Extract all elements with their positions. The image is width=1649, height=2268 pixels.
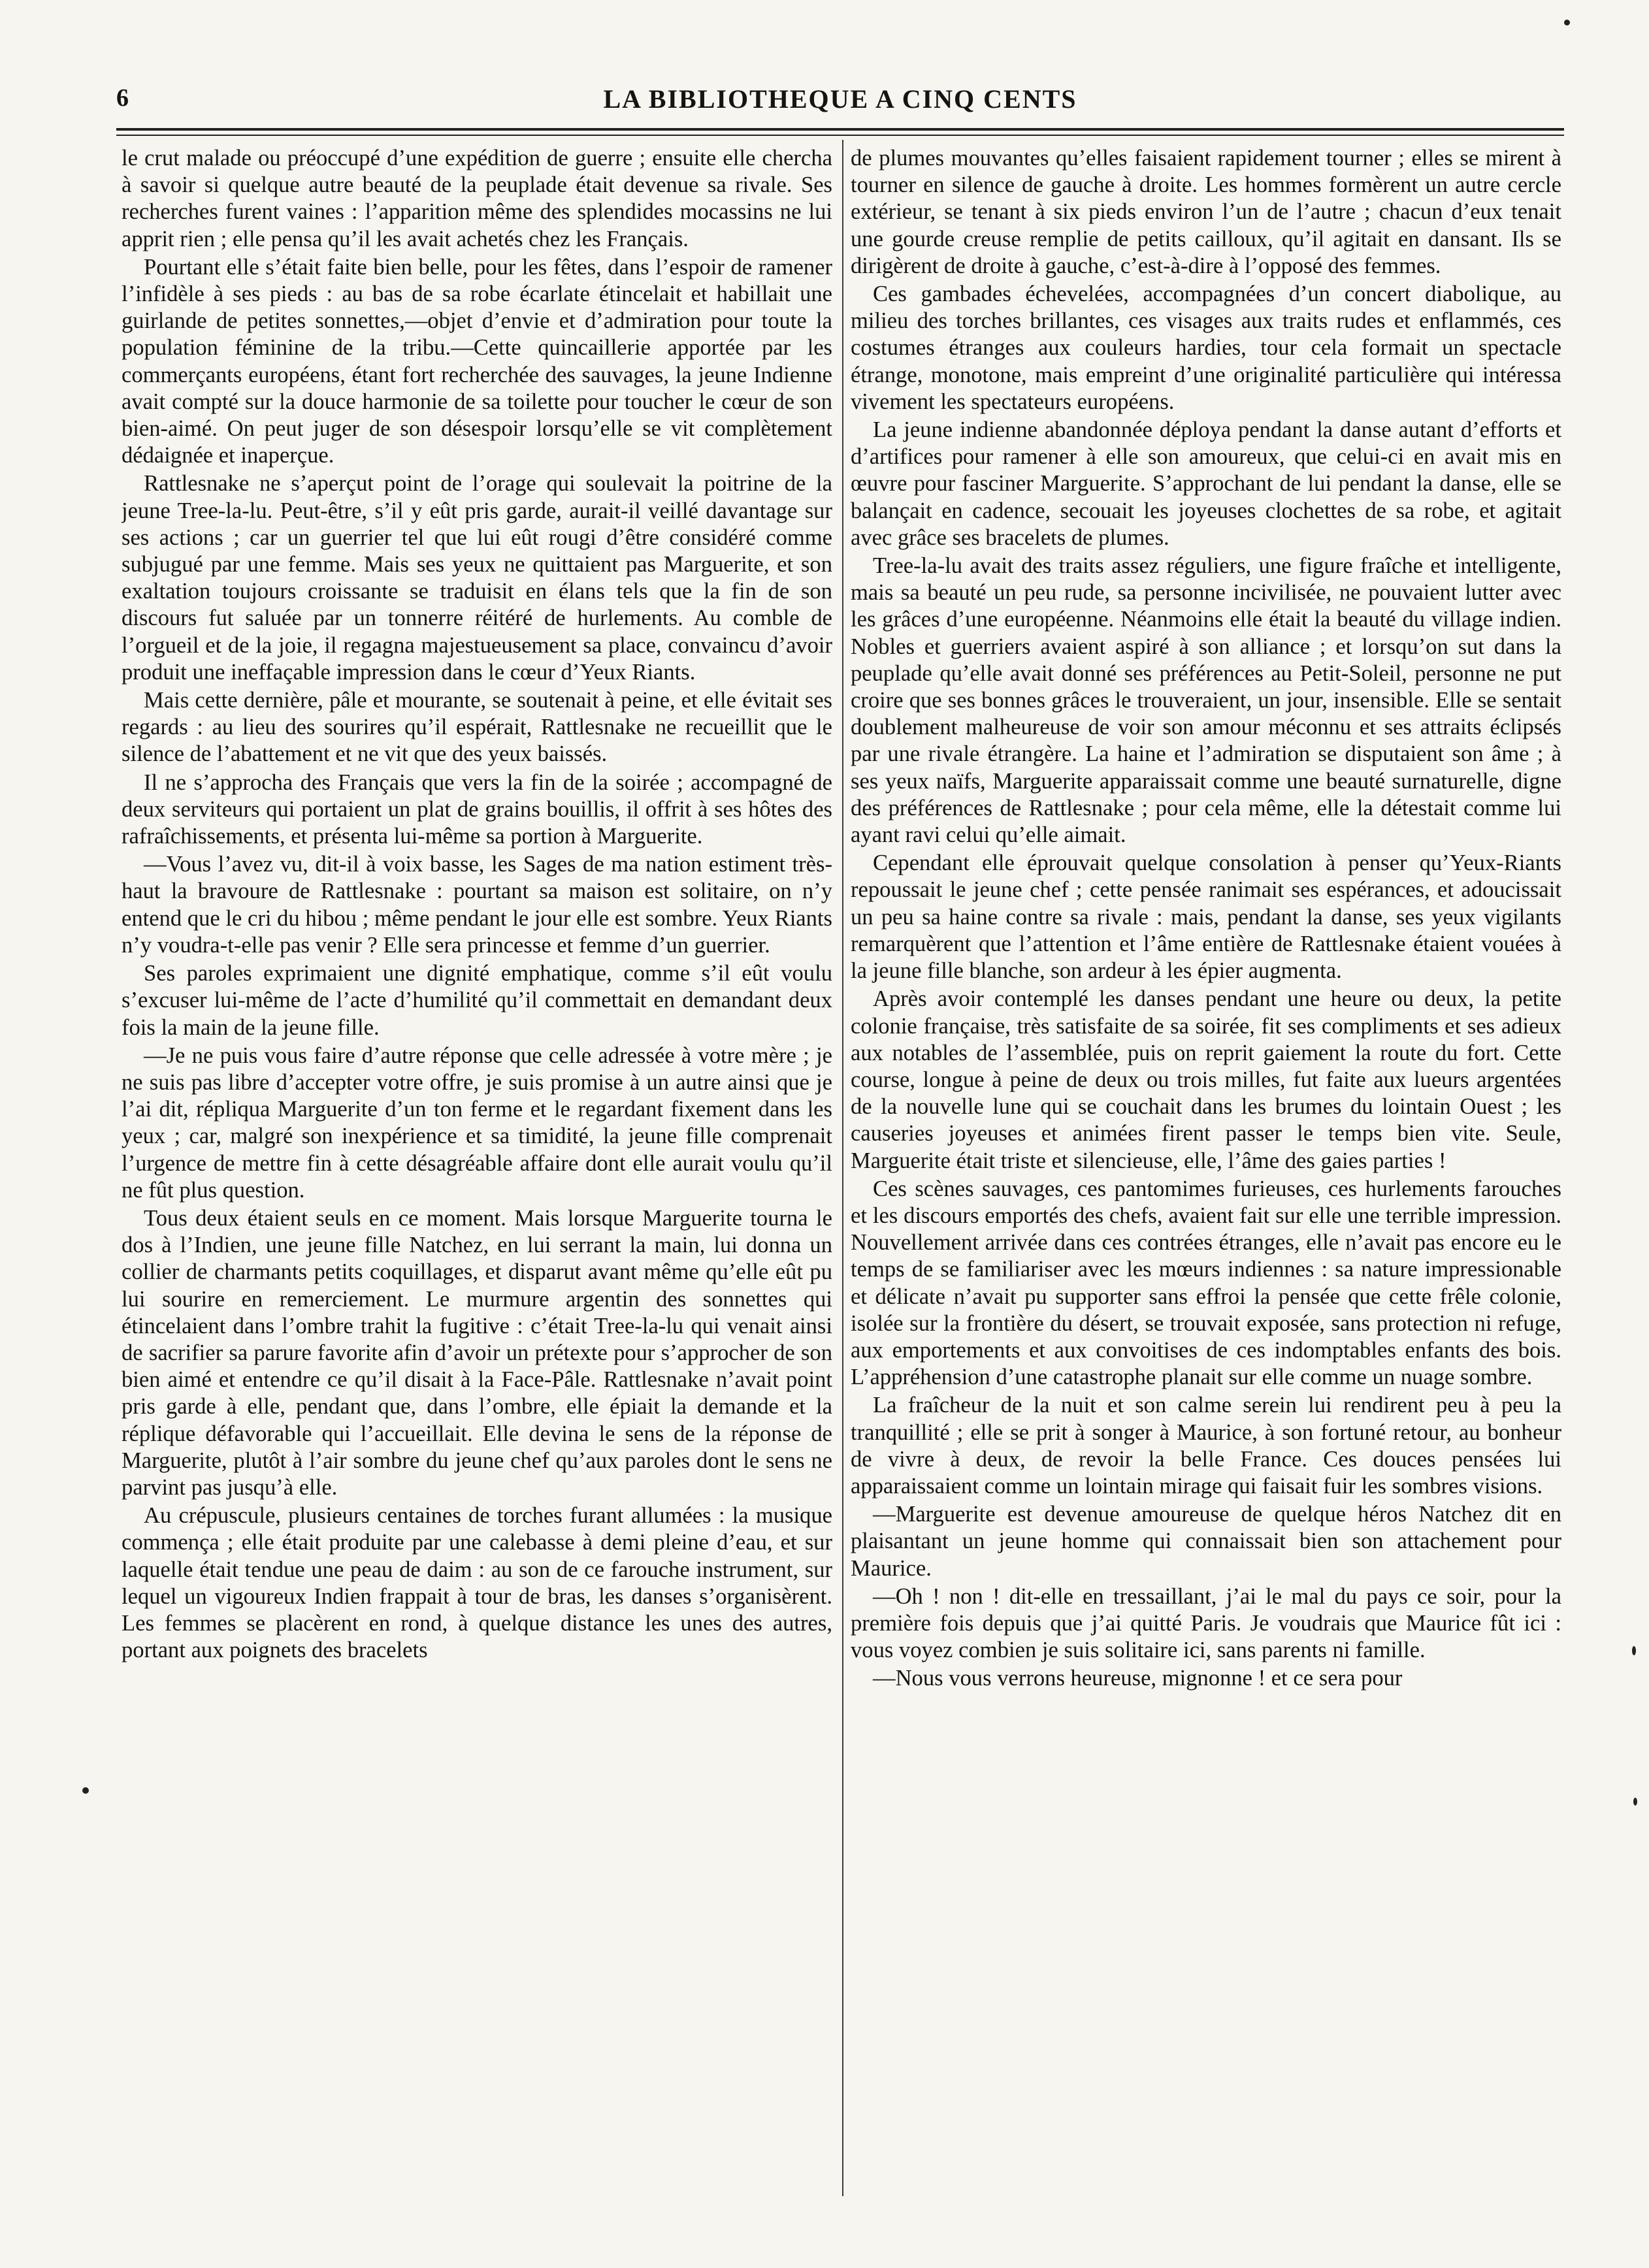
paragraph: de plumes mouvantes qu’elles faisaient rapidement tourner ; elles se mirent à tourner en silence de gauche à droite. Les hommes formèrent un autre cercle extérieur, se tenant à six pieds environ l’un de l’autre ; chacun d’eux tenait une gourde creuse remplie de petits cailloux, qu’il agitait en dansant. Ils se dirigèrent de droite à gauche, c’est-à-dire à l’opposé des femmes. bbox=[851, 146, 1561, 278]
paragraph: Rattlesnake ne s’aperçut point de l’orage qui soulevait la poitrine de la jeune Tree-la-lu. Peut-être, s’il y eût pris garde, aurait-il veillé davantage sur ses actions ; car un guerrier tel que lui eût rougi d’être considéré comme subjugué par une femme. Mais ses yeux ne quittaient pas Marguerite, et son exaltation toujours croissante se traduisit en élans tels que la fin de son discours fut saluée par un tonnerre réitéré de hurlements. Au comble de l’orgueil et de la joie, il regagna majestueusement sa place, convaincu d’avoir produit une ineffaçable impression dans le cœur d’Yeux Riants. bbox=[122, 471, 832, 685]
left-column bbox=[122, 145, 832, 2203]
ink-speck bbox=[82, 1787, 89, 1794]
paragraph: —Vous l’avez vu, dit-il à voix basse, les Sages de ma nation estiment très-haut la bravoure de Rattlesnake : pourtant sa maison est solitaire, on n’y entend que le cri du hibou ; même pendant le jour elle est sombre. Yeux Riants n’y voudra-t-elle pas venir ? Elle sera princesse et femme d’un guerrier. bbox=[122, 852, 832, 958]
paragraph: Cependant elle éprouvait quelque consolation à penser qu’Yeux-Riants repoussait le jeune chef ; cette pensée ranimait ses espérances, et adoucissait un peu sa haine contre sa rivale : mais, pendant la danse, ses yeux vigilants remarquèrent que l’attention et l’âme entière de Rattlesnake étaient vouées à la jeune fille blanche, son ardeur à les épier augmenta. bbox=[851, 850, 1561, 984]
paragraph: Il ne s’approcha des Français que vers la fin de la soirée ; accompagné de deux serviteurs qui portaient un plat de grains bouillis, il offrit à ses hôtes des rafraîchissements, et présenta lui-même sa portion à Marguerite. bbox=[122, 770, 832, 849]
paragraph: Ces gambades échevelées, accompagnées d’un concert diabolique, au milieu des torches brillantes, ces visages aux traits rudes et enflammés, ces costumes étranges aux couleurs hardies, tour cela formait un spectacle étrange, monotone, mais empreint d’une originalité particulière qui intéressa vivement les spectateurs européens. bbox=[851, 282, 1561, 414]
paragraph: Ces scènes sauvages, ces pantomimes furieuses, ces hurlements farouches et les discours emportés des chefs, avaient fait sur elle une terrible impression. Nouvellement arrivée dans ces contrées étranges, elle n’avait pas encore eu le temps de se familiariser avec les mœurs indiennes : sa nature impressionable et délicate n’avait pu supporter sans effroi la pensée que cette frêle colonie, isolée sur la frontière du désert, se trouvait exposée, sans protection ni refuge, aux emportements et aux convoitises de ces indomptables enfants des bois. L’appréhension d’une catastrophe planait sur elle comme un nuage sombre. bbox=[851, 1176, 1561, 1390]
paragraph: Après avoir contemplé les danses pendant une heure ou deux, la petite colonie française, très satisfaite de sa soirée, fit ses compliments et ses adieux aux notables de l’assemblée, puis on reprit gaiement la route du fort. Cette course, longue à peine de deux ou trois milles, fut faite aux lueurs argentées de la nouvelle lune qui se couchait dans les brumes du lointain Ouest ; les causeries joyeuses et animées firent passer le temps bien vite. Seule, Marguerite était triste et silencieuse, elle, l’âme des gaies parties ! bbox=[851, 986, 1561, 1173]
paragraph: La fraîcheur de la nuit et son calme serein lui rendirent peu à peu la tranquillité ; elle se prit à songer à Maurice, à son fortuné retour, au bonheur de vivre à deux, de revoir la belle France. Ces douces pensées lui apparaissaient comme un lointain mirage qui faisait fuir les sombres visions. bbox=[851, 1393, 1561, 1498]
ink-speck bbox=[1633, 1798, 1637, 1806]
paragraph: Ses paroles exprimaient une dignité emphatique, comme s’il eût voulu s’excuser lui-même de l’acte d’humilité qu’il commettait en demandant deux fois la main de la jeune fille. bbox=[122, 961, 832, 1040]
header-rule-thin bbox=[116, 135, 1564, 136]
paragraph: —Je ne puis vous faire d’autre réponse que celle adressée à votre mère ; je ne suis pas libre d’accepter votre offre, je suis promise à un autre ainsi que je l’ai dit, répliqua Marguerite d’un ton ferme et le regardant fixement dans les yeux ; car, malgré son inexpérience et sa timidité, la jeune fille comprenait l’urgence de mettre fin à cette désagréable affaire dont elle aurait voulu qu’il ne fût plus question. bbox=[122, 1043, 832, 1203]
paragraph: —Nous vous verrons heureuse, mignonne ! et ce sera pour bbox=[873, 1666, 1403, 1691]
column-divider bbox=[842, 140, 843, 2196]
ink-speck bbox=[1632, 1646, 1636, 1655]
page-number: 6 bbox=[116, 84, 129, 112]
right-column bbox=[851, 145, 1561, 2203]
paragraph: Tous deux étaient seuls en ce moment. Mais lorsque Marguerite tourna le dos à l’Indien, une jeune fille Natchez, en lui serrant la main, lui donna un collier de charmants petits coquillages, et disparut avant même qu’elle eût pu lui sourire en remerciement. Le murmure argentin des sonnettes qui étincelaient dans l’ombre trahit la fugitive : c’était Tree-la-lu qui venait ainsi de sacrifier sa parure favorite afin d’avoir un prétexte pour s’approcher de son bien aimé et entendre ce qu’il disait à la Face-Pâle. Rattlesnake n’avait point pris garde à elle, pendant que, dans l’ombre, elle épiait la demande et la réplique défavorable qui l’accueillait. Elle devina le sens de la réponse de Marguerite, plutôt à l’air sombre du jeune chef qu’aux paroles dont le sens ne parvint pas jusqu’à elle. bbox=[122, 1205, 832, 1500]
paragraph: Mais cette dernière, pâle et mourante, se soutenait à peine, et elle évitait ses regards : au lieu des sourires qu’il espérait, Rattlesnake ne recueillit que le silence de l’abattement et ne vit que des yeux baissés. bbox=[122, 688, 832, 767]
paragraph: —Marguerite est devenue amoureuse de quelque héros Natchez dit en plaisantant un jeune homme qui connaissait bien son attachement pour Maurice. bbox=[851, 1502, 1561, 1581]
paragraph: le crut malade ou préoccupé d’une expédition de guerre ; ensuite elle chercha à savoir si quelque autre beauté de la peuplade était devenue sa rivale. Ses recherches furent vaines : l’apparition même des splendides mocassins ne lui apprit rien ; elle pensa qu’il les avait achetés chez les Français. bbox=[122, 146, 832, 251]
running-title: LA BIBLIOTHEQUE A CINQ CENTS bbox=[603, 84, 1077, 114]
page-header bbox=[116, 84, 1564, 125]
paragraph: Tree-la-lu avait des traits assez réguliers, une figure fraîche et intelligente, mais sa beauté un peu rude, sa personne incivilisée, ne pouvaient lutter avec les grâces d’une européenne. Néanmoins elle était la beauté du village indien. Nobles et guerriers avaient aspiré à son alliance ; et lorsqu’on sut dans la peuplade qu’elle avait donné ses préférences au Petit-Soleil, personne ne put croire que ses bonnes grâces le trouveraient, un jour, insensible. Elle se sentait doublement malheureuse de voir son amour méconnu et ses attraits éclipsés par une rivale étrangère. La haine et l’admiration se disputaient son âme ; à ses yeux naïfs, Marguerite apparaissait comme une beauté surnaturelle, digne des préférences de Rattlesnake ; pour cela même, elle la détestait comme lui ayant ravi celui qu’elle aimait. bbox=[851, 553, 1561, 848]
paragraph: Au crépuscule, plusieurs centaines de torches furant allumées : la musique commença ; elle était produite par une calebasse à demi pleine d’eau, et sur laquelle était tendue une peau de daim : au son de ce farouche instrument, sur lequel un vigoureux Indien frappait à tour de bras, les danses s’organisèrent. Les femmes se placèrent en rond, à quelque distance les unes des autres, portant aux poignets des bracelets bbox=[122, 1503, 832, 1663]
paragraph: Pourtant elle s’était faite bien belle, pour les fêtes, dans l’espoir de ramener l’infidèle à ses pieds : au bas de sa robe écarlate étincelait et habillait une guirlande de petites sonnettes,—objet d’envie et d’admiration pour toute la population féminine de la tribu.—Cette quincaillerie apportée par les commerçants européens, étant fort recherchée des sauvages, la jeune Indienne avait compté sur la douce harmonie de sa toilette pour toucher le cœur de son bien-aimé. On peut juger de son désespoir lorsqu’elle se vit complètement dédaignée et inaperçue. bbox=[122, 254, 832, 468]
ink-speck bbox=[1564, 20, 1570, 25]
paragraph: La jeune indienne abandonnée déploya pendant la danse autant d’efforts et d’artifices pour ramener à elle son amoureux, que celui-ci en avait mis en œuvre pour fasciner Marguerite. S’approchant de lui pendant la danse, elle se balançait en cadence, secouait les joyeuses clochettes de sa robe, et agitait avec grâce ses bracelets de plumes. bbox=[851, 417, 1561, 550]
paragraph: —Oh ! non ! dit-elle en tressaillant, j’ai le mal du pays ce soir, pour la première fois depuis que j’ai quitté Paris. Je voudrais que Maurice fût ici : vous voyez combien je suis solitaire ici, sans parents ni famille. bbox=[851, 1583, 1561, 1663]
header-rule bbox=[116, 128, 1564, 131]
